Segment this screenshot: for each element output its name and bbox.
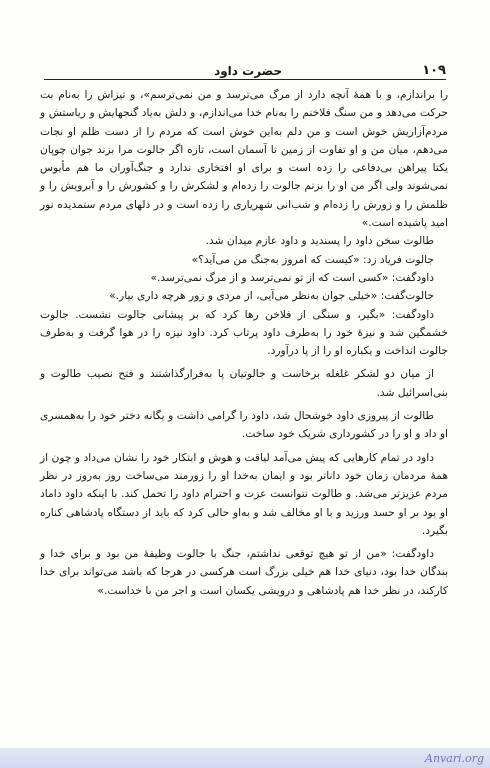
paragraph: داودگفت: «من از تو هیچ توقعی نداشتم، جنگ با جالوت وظیفهٔ من بود و برای خدا و بندگان خدا بود، دنیای خدا هم خیلی بزرگ است هرکسی در هرجا که باشد می‌تواند برای خدا کارکند، در نظر خدا هم پادشاهی و درویشی یکسان است و اجر من با خداست.» <box>40 547 448 597</box>
header-rule <box>44 79 446 80</box>
paragraph: از میان دو لشکر غلغله برخاست و جالوتیان پا به‌فرارگذاشتند و فتح نصیب طالوت و بنی‌اسرائیل شد. <box>40 367 448 399</box>
paragraph: طالوت سخن داود را پسندید و داود عازم میدان شد. <box>205 234 434 248</box>
page-number: ۱۰۹ <box>422 63 446 78</box>
footer-strip <box>0 748 490 768</box>
running-title: حضرت داود <box>214 64 283 78</box>
page-header <box>44 56 446 78</box>
watermark: Anvari.org <box>425 752 484 765</box>
body-text <box>40 86 448 600</box>
paragraph: جالوت فریاد زد: «کیست که امروز به‌جنگ من می‌آید؟» <box>191 252 434 266</box>
paragraph: داود در تمام کارهایی که پیش می‌آمد لیاقت و هوش و ابتکار خود را نشان می‌داد و چون از همهٔ مردمان زمان خود داناتر بود و ایمان به‌خدا او را زورمند می‌ساخت روز به‌روز در نظر مردم عزیزتر می‌شد. و طالوت نتوانست عزت و احترام داود را تحمل کند. با اینکه داود داماد او بود بر او حسد ورزید و با او مخالف شد و به‌او حالی کرد که باید از دستگاه پادشاهی کناره بگیرد. <box>40 450 448 537</box>
paragraph: را براندازم، و با همهٔ آنچه دارد از مرگ می‌ترسد و من نمی‌ترسم»، و تیزاش را به‌نام بت حرکت می‌دهد و من سنگ فلاخنم را به‌نام خدا می‌اندازم، و دلش به‌یاد گنجهایش و ریاستش و مردم‌آزاریش خوش است و من دلم به‌این خوش است که مردم را از دست ظلم او نجات می‌دهم، میان من و او تفاوت از زمین تا آسمان است، تازه اگر جالوت مرا بزند جوان چوپان یکتا پیراهن بی‌دفاعی را زده است و برای او افتخاری ندارد و جنگ‌آوران ما هم مأیوس نمی‌شوند ولی اگر من او را بزنم جالوت را زده‌ام و لشکرش را و کشورش را و آبرویش را و ظلمش را و زورش را زده‌ام و شب‌انی شهریاری را زده است و در دلهای مردم ستمدیده نور امید پاشیده است.» <box>40 88 448 230</box>
paragraph: داودگفت: «کسی است که از تو نمی‌ترسد و از مرگ نمی‌ترسد.» <box>150 270 434 284</box>
paragraph: جالوت‌گفت: «خیلی جوان به‌نظر می‌آیی، از مردی و زور هرچه داری بیار.» <box>109 289 434 303</box>
paragraph: داودگفت: «بگیر، و سنگی از فلاخن رها کرد که بر پیشانی جالوت نشست. جالوت خشمگین شد و نیزهٔ خود را به‌طرف داود پرتاب کرد. داود نیزه را در هوا گرفت و به‌طرف جالوت انداخت و یکباره او را از پا درآورد. <box>40 307 448 358</box>
paragraph: طالوت از پیروزی داود خوشحال شد، داود را گرامی داشت و یگانه دختر خود را به‌همسری او داد و او را در کشورداری شریک خود ساخت. <box>40 409 448 441</box>
